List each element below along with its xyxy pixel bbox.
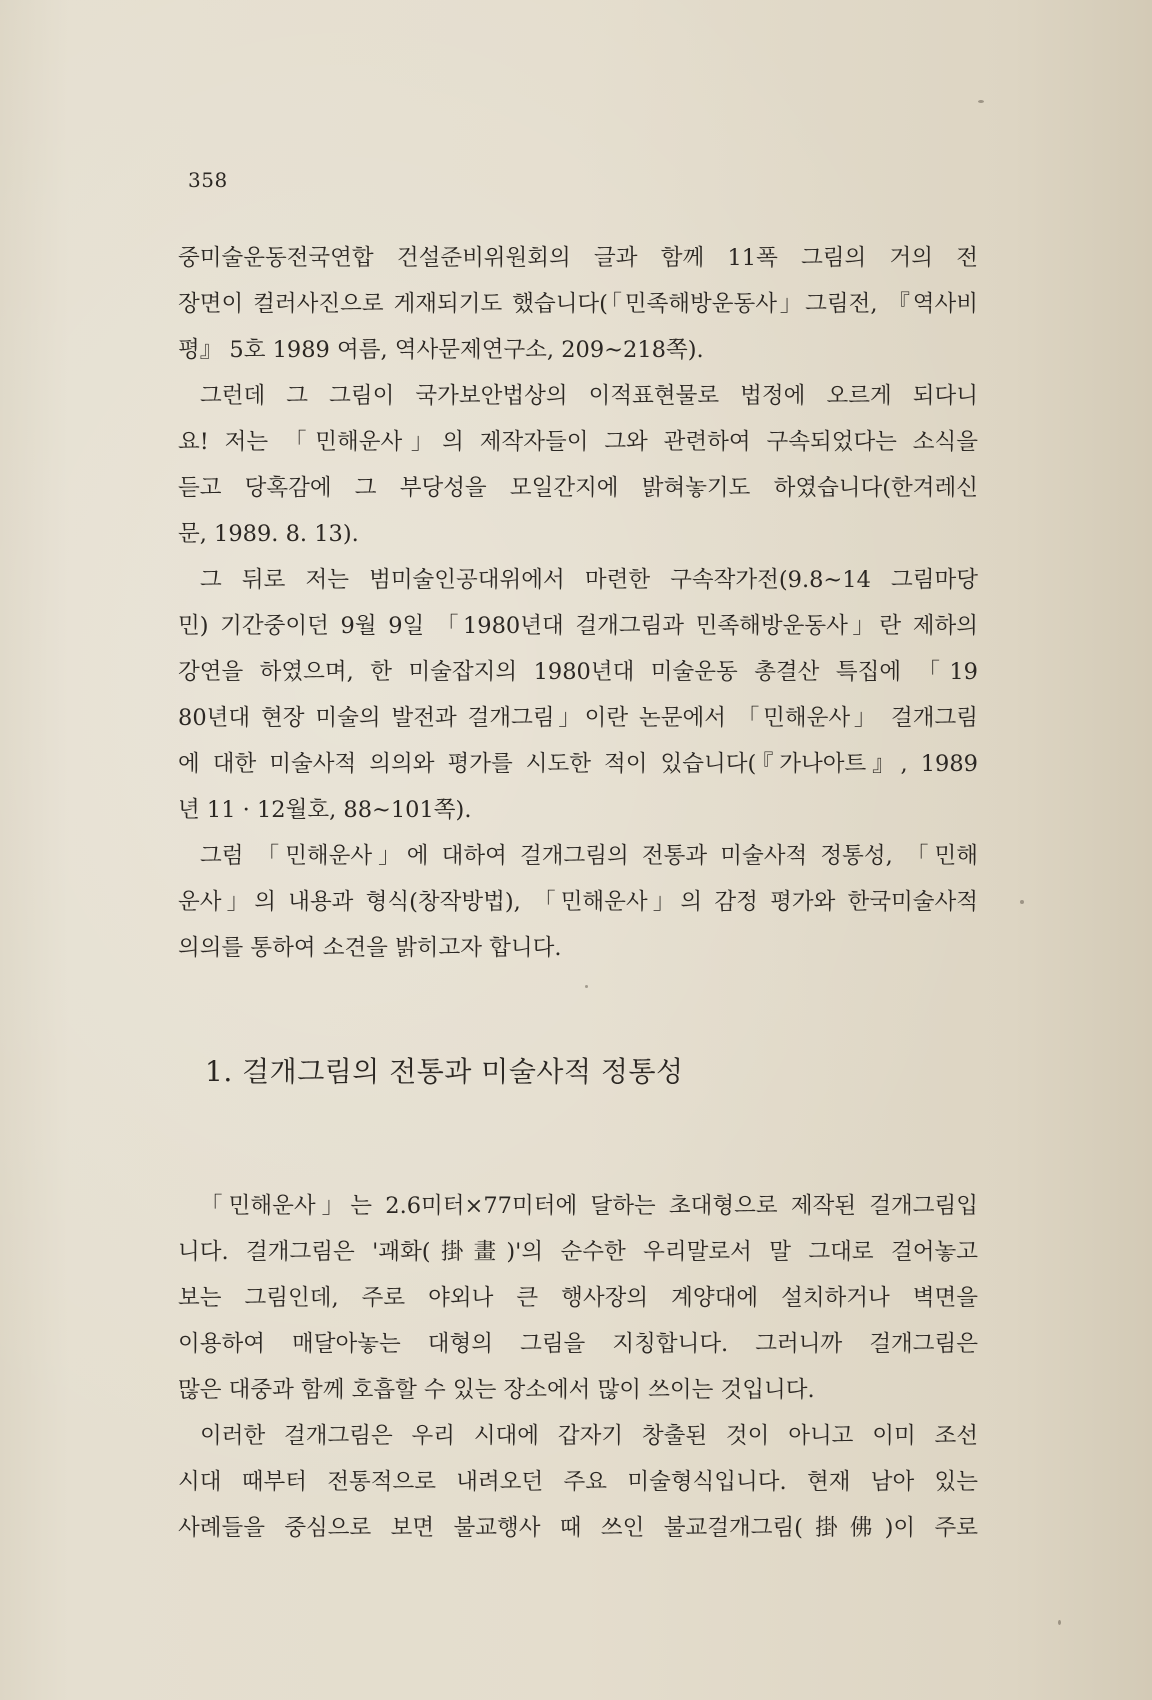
page-number: 358	[188, 168, 228, 192]
text-line: 시대 때부터 전통적으로 내려오던 주요 미술형식입니다. 현재 남아 있는	[178, 1469, 978, 1495]
text-line: 사례들을 중심으로 보면 불교행사 때 쓰인 불교걸개그림(掛佛)이 주로	[178, 1515, 978, 1541]
text-line: 문, 1989. 8. 13).	[178, 521, 359, 547]
section-paragraphs	[178, 1183, 978, 1551]
paper-speck	[585, 985, 588, 988]
text-line: 요! 저는 「민해운사」의 제작자들이 그와 관련하여 구속되었다는 소식을	[178, 429, 978, 455]
text-line: 이러한 걸개그림은 우리 시대에 갑자기 창출된 것이 아니고 이미 조선	[200, 1423, 978, 1449]
text-line: 민) 기간중이던 9월 9일 「1980년대 걸개그림과 민족해방운동사」란 제하의	[178, 613, 978, 639]
paper-speck	[978, 100, 984, 103]
text-line: 「민해운사」는 2.6미터×77미터에 달하는 초대형으로 제작된 걸개그림입	[200, 1193, 978, 1219]
text-line: 보는 그림인데, 주로 야외나 큰 행사장의 계양대에 설치하거나 벽면을	[178, 1285, 978, 1311]
text-line: 이용하여 매달아놓는 대형의 그림을 지칭합니다. 그러니까 걸개그림은	[178, 1331, 978, 1357]
text-line: 년 11 · 12월호, 88~101쪽).	[178, 797, 472, 823]
text-line: 장면이 컬러사진으로 게재되기도 했습니다(「민족해방운동사」그림전, 『역사비	[178, 291, 978, 317]
section-heading: 1. 걸개그림의 전통과 미술사적 정통성	[205, 1055, 684, 1088]
text-line: 그런데 그 그림이 국가보안법상의 이적표현물로 법정에 오르게 되다니	[200, 383, 978, 409]
text-line: 평』 5호 1989 여름, 역사문제연구소, 209~218쪽).	[178, 337, 704, 363]
text-line: 듣고 당혹감에 그 부당성을 모일간지에 밝혀놓기도 하였습니다(한겨레신	[178, 475, 978, 501]
text-line: 의의를 통하여 소견을 밝히고자 합니다.	[178, 935, 562, 961]
paper-speck	[1058, 1620, 1061, 1625]
text-line: 그 뒤로 저는 범미술인공대위에서 마련한 구속작가전(9.8~14 그림마당	[200, 567, 978, 593]
paper-speck	[1020, 900, 1024, 904]
text-line: 강연을 하였으며, 한 미술잡지의 1980년대 미술운동 총결산 특집에 「19	[178, 659, 978, 685]
text-line: 그럼 「민해운사」에 대하여 걸개그림의 전통과 미술사적 정통성, 「민해	[200, 843, 978, 869]
text-line: 중미술운동전국연합 건설준비위원회의 글과 함께 11폭 그림의 거의 전	[178, 245, 978, 271]
text-line: 많은 대중과 함께 호흡할 수 있는 장소에서 많이 쓰이는 것입니다.	[178, 1377, 815, 1403]
text-line: 80년대 현장 미술의 발전과 걸개그림」이란 논문에서 「민해운사」 걸개그림	[178, 705, 978, 731]
text-line: 에 대한 미술사적 의의와 평가를 시도한 적이 있습니다(『가나아트』, 1989	[178, 751, 978, 777]
text-line: 운사」의 내용과 형식(창작방법), 「민해운사」의 감정 평가와 한국미술사적	[178, 889, 978, 915]
intro-paragraphs	[178, 235, 978, 971]
text-line: 니다. 걸개그림은 '괘화(掛畫)'의 순수한 우리말로서 말 그대로 걸어놓고	[178, 1239, 978, 1265]
